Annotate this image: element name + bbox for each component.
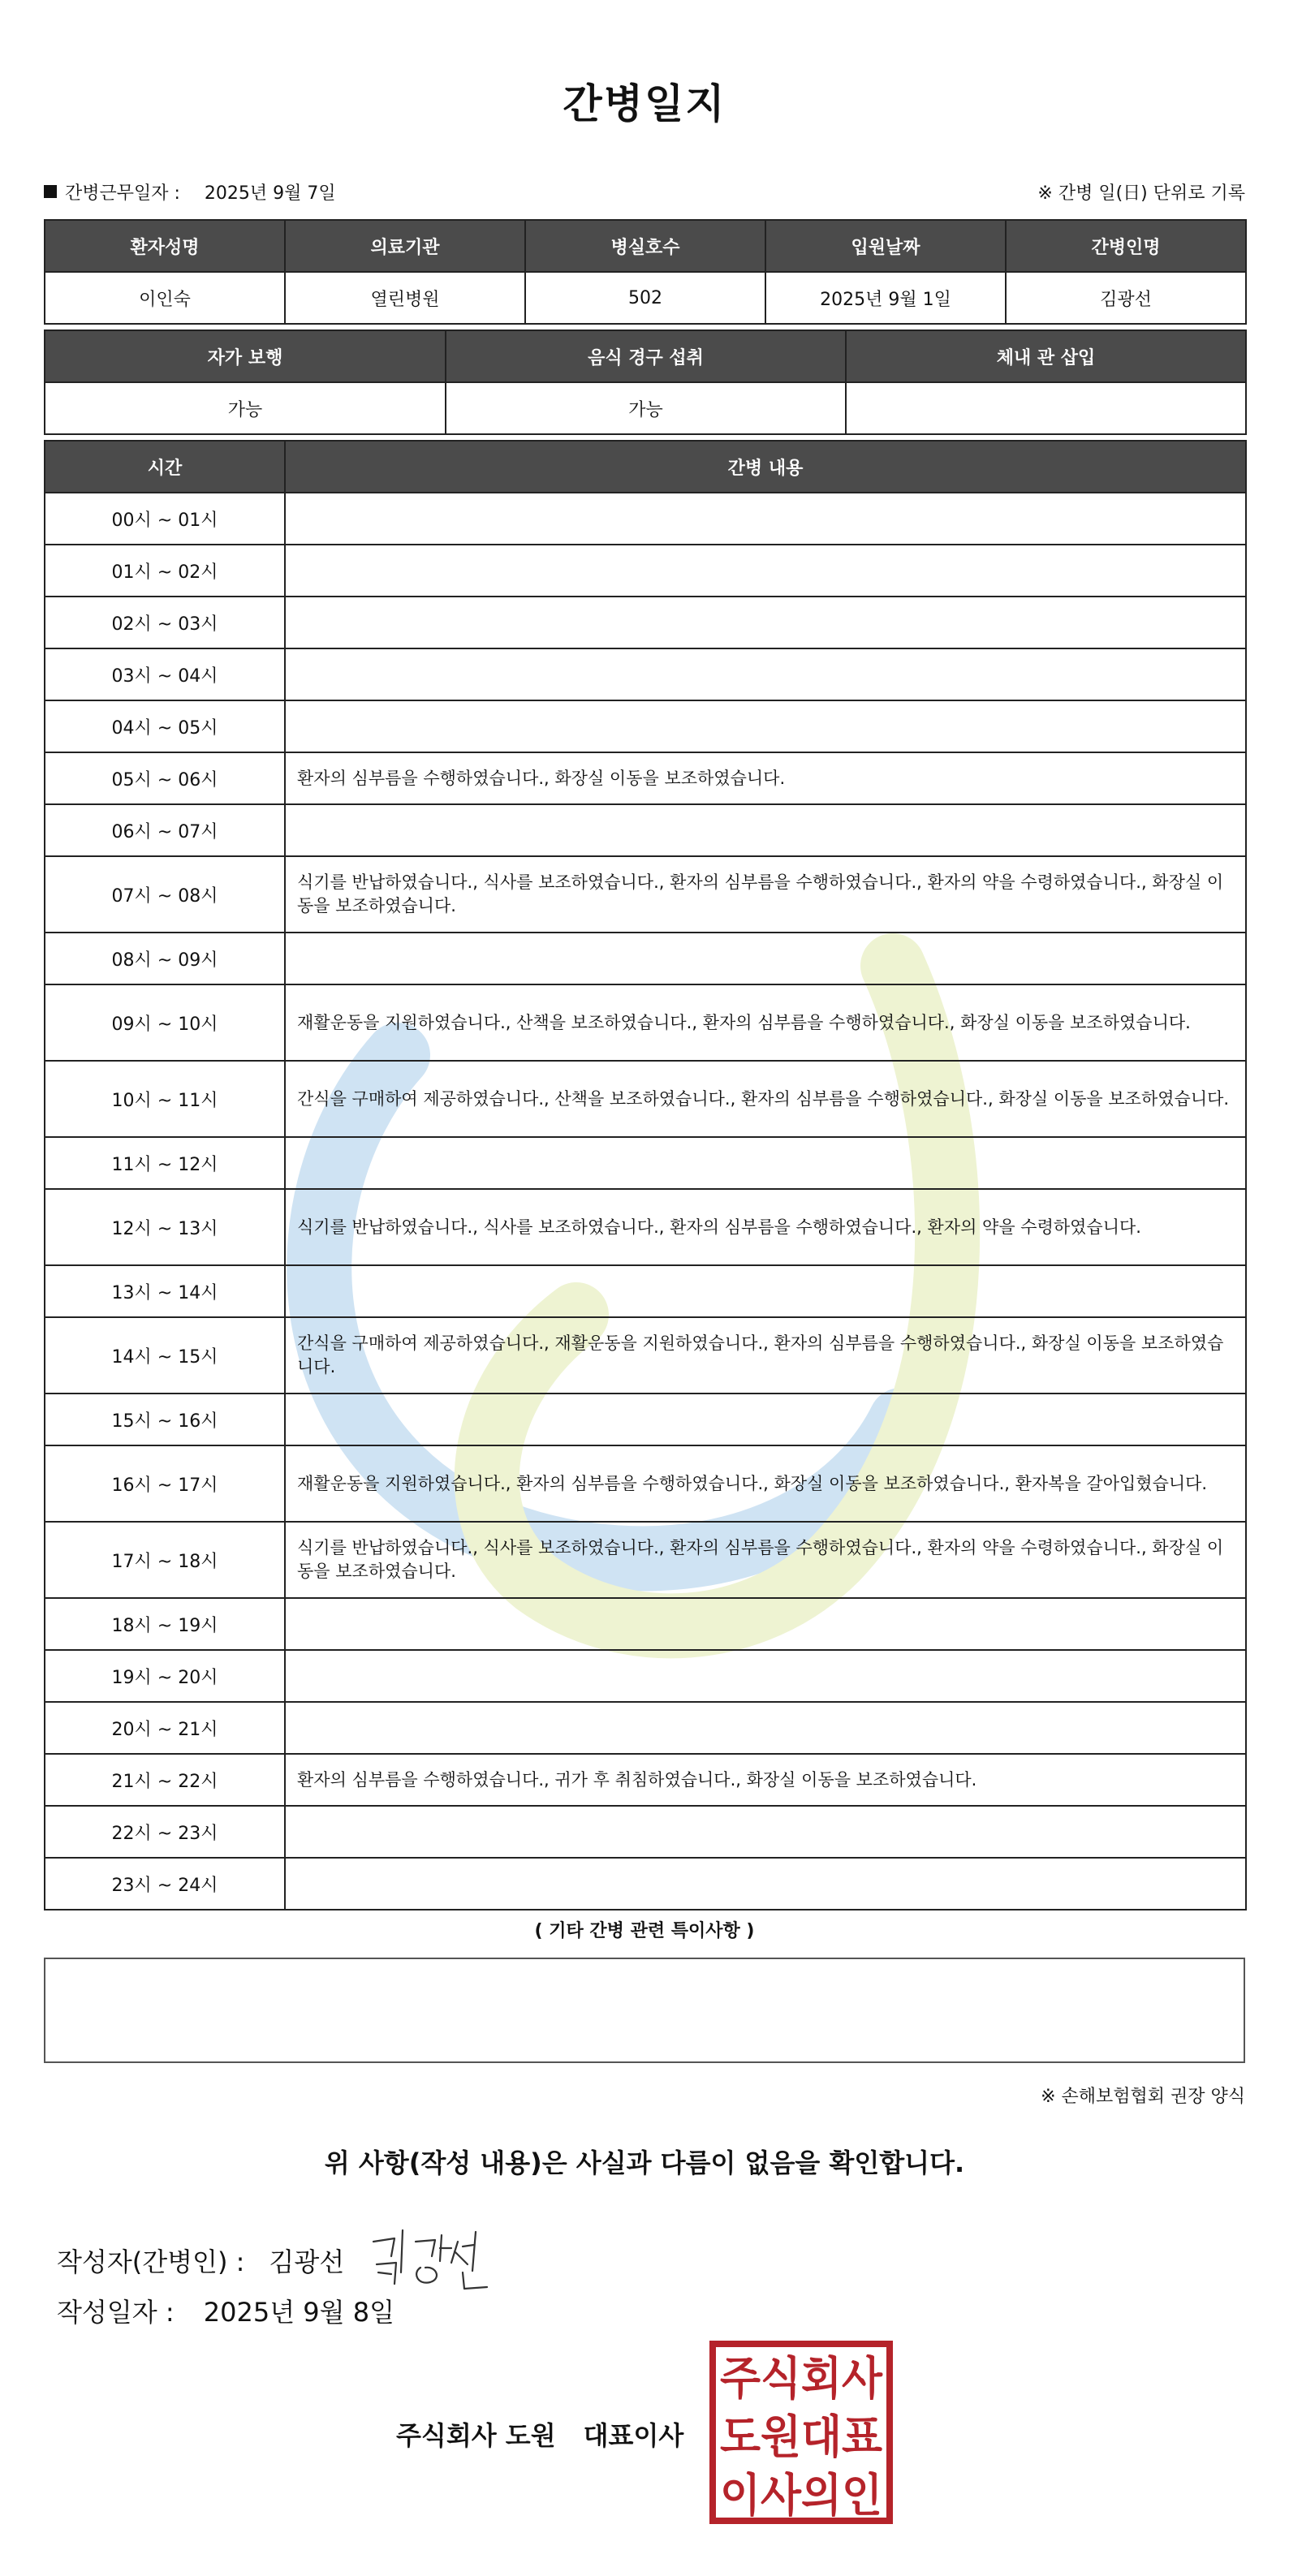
table-row bbox=[45, 1061, 1246, 1137]
care-content-cell bbox=[285, 1598, 1246, 1650]
header-time: 시간 bbox=[45, 441, 285, 493]
svg-text:도원대표: 도원대표 bbox=[720, 2411, 882, 2464]
svg-text:이사의인: 이사의인 bbox=[720, 2470, 882, 2522]
header-patient-name: 환자성명 bbox=[45, 220, 285, 272]
header-hospital: 의료기관 bbox=[285, 220, 525, 272]
meta-row bbox=[44, 177, 1245, 206]
time-cell: 21시 ~ 22시 bbox=[45, 1754, 285, 1806]
document-title: 간병일지 bbox=[563, 80, 726, 127]
care-content-cell: 식기를 반납하였습니다., 식사를 보조하였습니다., 환자의 심부름을 수행하였습니다., 환자의 약을 수령하였습니다., 화장실 이동을 보조하였습니다. bbox=[285, 856, 1246, 933]
table-row bbox=[45, 1702, 1246, 1754]
unit-note: ※ 간병 일(日) 단위로 기록 bbox=[1037, 183, 1245, 204]
time-cell: 05시 ~ 06시 bbox=[45, 752, 285, 804]
table-row bbox=[45, 984, 1246, 1061]
time-cell: 08시 ~ 09시 bbox=[45, 933, 285, 984]
table-row bbox=[45, 752, 1246, 804]
special-notes-title: ( 기타 간병 관련 특이사항 ) bbox=[534, 1921, 755, 1941]
handwritten-signature bbox=[367, 2224, 513, 2297]
caregiver-name: 김광선 bbox=[1006, 272, 1246, 324]
table-row bbox=[45, 804, 1246, 856]
header-self-walking: 자가 보행 bbox=[45, 330, 446, 382]
tube-insertion-value bbox=[846, 382, 1246, 434]
ability-header-row bbox=[45, 330, 1246, 382]
patient-info-table bbox=[44, 219, 1247, 325]
header-tube-insertion: 체내 관 삽입 bbox=[846, 330, 1246, 382]
time-cell: 19시 ~ 20시 bbox=[45, 1650, 285, 1702]
care-content-cell bbox=[285, 648, 1246, 700]
care-content-cell bbox=[285, 1702, 1246, 1754]
time-cell: 17시 ~ 18시 bbox=[45, 1522, 285, 1598]
ability-value-row bbox=[45, 382, 1246, 434]
care-content-cell: 간식을 구매하여 제공하였습니다., 산책을 보조하였습니다., 환자의 심부름을 수행하였습니다., 화장실 이동을 보조하였습니다. bbox=[285, 1061, 1246, 1137]
time-cell: 00시 ~ 01시 bbox=[45, 493, 285, 545]
time-cell: 06시 ~ 07시 bbox=[45, 804, 285, 856]
care-content-cell bbox=[285, 804, 1246, 856]
special-notes-box bbox=[44, 1958, 1245, 2063]
header-room-number: 병실호수 bbox=[525, 220, 765, 272]
table-row bbox=[45, 1265, 1246, 1317]
table-row bbox=[45, 933, 1246, 984]
care-content-cell bbox=[285, 1650, 1246, 1702]
author-label: 작성자(간병인) : bbox=[57, 2246, 245, 2277]
table-row bbox=[45, 597, 1246, 648]
time-cell: 22시 ~ 23시 bbox=[45, 1806, 285, 1858]
table-row bbox=[45, 648, 1246, 700]
care-content-cell: 간식을 구매하여 제공하였습니다., 재활운동을 지원하였습니다., 환자의 심부름을 수행하였습니다., 화장실 이동을 보조하였습니다. bbox=[285, 1317, 1246, 1394]
patient-name: 이인숙 bbox=[45, 272, 285, 324]
table-row bbox=[45, 1754, 1246, 1806]
log-body bbox=[45, 493, 1246, 1910]
company-title: 대표이사 bbox=[583, 2420, 684, 2451]
care-content-cell: 환자의 심부름을 수행하였습니다., 화장실 이동을 보조하였습니다. bbox=[285, 752, 1246, 804]
care-content-cell bbox=[285, 1806, 1246, 1858]
time-cell: 13시 ~ 14시 bbox=[45, 1265, 285, 1317]
time-cell: 03시 ~ 04시 bbox=[45, 648, 285, 700]
header-admission-date: 입원날짜 bbox=[765, 220, 1006, 272]
author-name: 김광선 bbox=[269, 2246, 345, 2277]
time-cell: 10시 ~ 11시 bbox=[45, 1061, 285, 1137]
care-content-cell: 식기를 반납하였습니다., 식사를 보조하였습니다., 환자의 심부름을 수행하였습니다., 환자의 약을 수령하였습니다. bbox=[285, 1189, 1246, 1265]
patient-info-header-row bbox=[45, 220, 1246, 272]
time-cell: 11시 ~ 12시 bbox=[45, 1137, 285, 1189]
company-name: 주식회사 도원 bbox=[396, 2420, 556, 2451]
room-number: 502 bbox=[525, 272, 765, 324]
black-square-icon bbox=[44, 185, 57, 198]
table-row bbox=[45, 1445, 1246, 1522]
admission-date: 2025년 9월 1일 bbox=[765, 272, 1006, 324]
header-care-content: 간병 내용 bbox=[285, 441, 1246, 493]
table-row bbox=[45, 1394, 1246, 1445]
care-content-cell: 환자의 심부름을 수행하였습니다., 귀가 후 취침하였습니다., 화장실 이동을 보조하였습니다. bbox=[285, 1754, 1246, 1806]
form-note: ※ 손해보험협회 권장 양식 bbox=[1041, 2087, 1245, 2107]
time-cell: 16시 ~ 17시 bbox=[45, 1445, 285, 1522]
care-content-cell: 재활운동을 지원하였습니다., 환자의 심부름을 수행하였습니다., 화장실 이동을 보조하였습니다., 환자복을 갈아입혔습니다. bbox=[285, 1445, 1246, 1522]
table-row bbox=[45, 1189, 1246, 1265]
table-row bbox=[45, 1317, 1246, 1394]
company-seal bbox=[709, 2341, 893, 2524]
time-cell: 23시 ~ 24시 bbox=[45, 1858, 285, 1910]
care-content-cell: 식기를 반납하였습니다., 식사를 보조하였습니다., 환자의 심부름을 수행하였습니다., 환자의 약을 수령하였습니다., 화장실 이동을 보조하였습니다. bbox=[285, 1522, 1246, 1598]
log-header-row bbox=[45, 441, 1246, 493]
care-content-cell bbox=[285, 1265, 1246, 1317]
confirmation-statement: 위 사항(작성 내용)은 사실과 다름이 없음을 확인합니다. bbox=[324, 2147, 965, 2178]
author-row bbox=[57, 2224, 513, 2297]
care-content-cell bbox=[285, 933, 1246, 984]
time-cell: 15시 ~ 16시 bbox=[45, 1394, 285, 1445]
patient-ability-table bbox=[44, 330, 1247, 435]
time-cell: 14시 ~ 15시 bbox=[45, 1317, 285, 1394]
table-row bbox=[45, 856, 1246, 933]
time-cell: 02시 ~ 03시 bbox=[45, 597, 285, 648]
care-content-cell bbox=[285, 493, 1246, 545]
work-date-value: 2025년 9월 7일 bbox=[204, 183, 336, 204]
time-cell: 09시 ~ 10시 bbox=[45, 984, 285, 1061]
header-oral-intake: 음식 경구 섭취 bbox=[446, 330, 846, 382]
patient-info-value-row bbox=[45, 272, 1246, 324]
time-cell: 01시 ~ 02시 bbox=[45, 545, 285, 597]
header-caregiver-name: 간병인명 bbox=[1006, 220, 1246, 272]
table-row bbox=[45, 1806, 1246, 1858]
svg-text:주식회사: 주식회사 bbox=[720, 2353, 883, 2406]
care-log-table bbox=[44, 440, 1247, 1910]
hospital-name: 열린병원 bbox=[285, 272, 525, 324]
table-row bbox=[45, 1598, 1246, 1650]
table-row bbox=[45, 700, 1246, 752]
care-content-cell bbox=[285, 1137, 1246, 1189]
table-row bbox=[45, 1858, 1246, 1910]
written-date-value: 2025년 9월 8일 bbox=[203, 2297, 395, 2328]
work-date-group bbox=[44, 179, 336, 205]
table-row bbox=[45, 1137, 1246, 1189]
care-content-cell: 재활운동을 지원하였습니다., 산책을 보조하였습니다., 환자의 심부름을 수행하였습니다., 화장실 이동을 보조하였습니다. bbox=[285, 984, 1246, 1061]
time-cell: 18시 ~ 19시 bbox=[45, 1598, 285, 1650]
care-content-cell bbox=[285, 1394, 1246, 1445]
care-content-cell bbox=[285, 597, 1246, 648]
time-cell: 07시 ~ 08시 bbox=[45, 856, 285, 933]
care-content-cell bbox=[285, 1858, 1246, 1910]
written-date-row bbox=[57, 2292, 394, 2329]
written-date-label: 작성일자 : bbox=[57, 2297, 175, 2328]
table-row bbox=[45, 493, 1246, 545]
table-row bbox=[45, 545, 1246, 597]
time-cell: 20시 ~ 21시 bbox=[45, 1702, 285, 1754]
self-walking-value: 가능 bbox=[45, 382, 446, 434]
care-content-cell bbox=[285, 545, 1246, 597]
time-cell: 12시 ~ 13시 bbox=[45, 1189, 285, 1265]
time-cell: 04시 ~ 05시 bbox=[45, 700, 285, 752]
company-row bbox=[396, 2415, 683, 2453]
oral-intake-value: 가능 bbox=[446, 382, 846, 434]
table-row bbox=[45, 1522, 1246, 1598]
care-content-cell bbox=[285, 700, 1246, 752]
table-row bbox=[45, 1650, 1246, 1702]
work-date-label: 간병근무일자 : bbox=[65, 183, 180, 204]
